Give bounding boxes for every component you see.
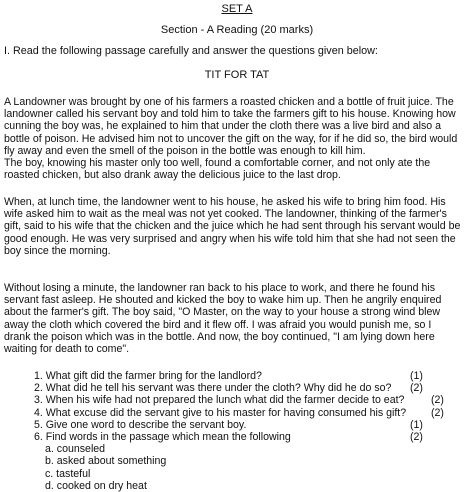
sub-item: [0, 468, 474, 480]
sub-item: [0, 480, 474, 492]
passage-line: roasted chicken, but also drank away the delicious juice to the last drop.: [4, 169, 341, 182]
passage-line: When, at lunch time, the landowner went to his house, he asked his wife to bring him food. His: [4, 196, 446, 208]
instruction-text: I. Read the following passage carefully and answer the questions given below:: [4, 45, 378, 57]
passage-paragraph-3: [4, 282, 472, 355]
passage-title: TIT FOR TAT: [204, 69, 270, 81]
passage-line: landowner called his servant boy and told him to take the farmers gift to his house. Knowing how: [4, 108, 456, 121]
passage-line: servant fast asleep. He shouted and kicked the boy to wake him up. Then he angrily enquired: [4, 294, 442, 307]
set-title: SET A: [221, 3, 253, 15]
passage-line: waiting for death to come".: [4, 343, 130, 356]
question-text: 2. What did he tell his servant was there under the cloth? Why did he do so?: [34, 382, 392, 395]
passage-line: gift, said to his wife that the chicken and the juice which he had sent through his servant would be: [4, 220, 461, 233]
passage-line: good enough. He was very surprised and angry when his wife told him that she had not seen the: [4, 232, 456, 245]
passage-line: away the cloth which covered the bird and it flew off. I was afraid you would punish me, so I: [4, 318, 432, 331]
question-text: 4. What excuse did the servant give to his master for having consumed his gift?: [34, 406, 407, 419]
passage-line: Without losing a minute, the landowner ran back to his place to work, and there he found his: [4, 282, 436, 294]
passage-line: The boy, knowing his master only too well, found a comfortable corner, and not only ate the: [4, 157, 431, 170]
passage-line: drank the poison which was in the bottle. And now, the boy continued, "I am lying down here: [4, 330, 435, 343]
passage-paragraph-2: [4, 196, 472, 257]
section-title: Section - A Reading (20 marks): [160, 24, 314, 36]
sub-item: [0, 455, 474, 467]
passage-line: A Landowner was brought by one of his farmers a roasted chicken and a bottle of fruit juice. The: [4, 96, 454, 108]
question-marks: (2): [431, 394, 444, 407]
question-item: [0, 419, 474, 431]
question-item: [0, 394, 474, 406]
passage-line: bottle of poison. He advised him not to uncover the gift on the way, for if he did so, the bird would: [4, 132, 458, 145]
sub-item-text: c. tasteful: [45, 467, 91, 480]
passage-line: wife asked him to wait as the meal was not yet cooked. The landowner, thinking of the farmer's: [4, 208, 447, 221]
passage-paragraph-1: [4, 96, 472, 181]
sub-item-text: a. counseled: [45, 443, 106, 456]
question-marks: (1): [410, 418, 423, 431]
question-item: [0, 431, 474, 443]
question-item: [0, 382, 474, 394]
passage-line: fly away and even the smell of the poison in the bottle was enough to kill him.: [4, 144, 366, 157]
question-text: 3. When his wife had not prepared the lunch what did the farmer decide to eat?: [34, 394, 405, 407]
question-list: [0, 370, 474, 492]
passage-line: cunning the boy was, he explained to him that under the cloth there was a live bird and also a: [4, 120, 441, 133]
sub-item-text: d. cooked on dry heat: [45, 479, 147, 492]
question-item: [0, 370, 474, 382]
sub-item: [0, 443, 474, 455]
question-marks: (2): [410, 430, 423, 443]
question-text: 1. What gift did the farmer bring for the landlord?: [34, 370, 262, 382]
passage-line: boy since the morning.: [4, 244, 111, 257]
sub-item-text: b. asked about something: [45, 455, 167, 468]
question-marks: (2): [431, 406, 444, 419]
question-marks: (1): [410, 370, 423, 382]
question-text: 6. Find words in the passage which mean the following: [34, 430, 291, 443]
question-marks: (2): [410, 382, 423, 395]
passage-line: about the farmer's gift. The boy said, "O Master, on the way to your house a strong wind blew: [4, 306, 441, 319]
question-item: [0, 407, 474, 419]
question-text: 5. Give one word to describe the servant boy.: [34, 418, 247, 431]
